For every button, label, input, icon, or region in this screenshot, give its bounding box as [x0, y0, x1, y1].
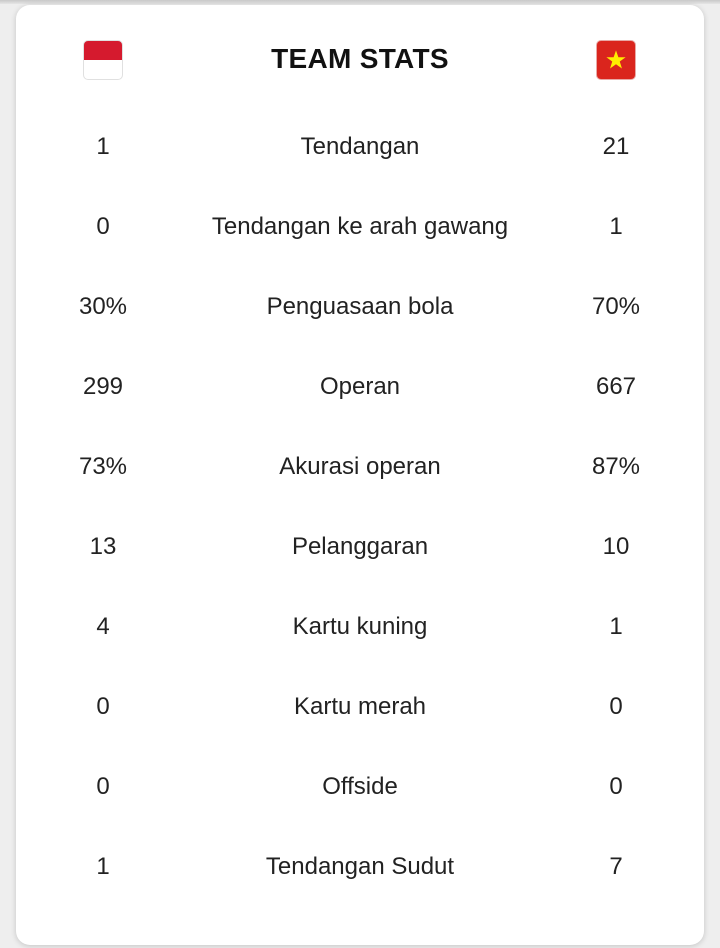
away-value: 0 — [609, 693, 623, 720]
team-stats-header — [16, 5, 704, 115]
stat-row-yellow-cards — [16, 607, 704, 687]
stat-row-passes — [16, 367, 704, 447]
stats-table — [16, 127, 704, 927]
stat-row-fouls — [16, 527, 704, 607]
home-value: 0 — [96, 693, 110, 720]
away-value: 70% — [591, 293, 641, 320]
team-stats-card — [16, 5, 704, 945]
top-shadow-divider — [0, 0, 720, 4]
away-value: 0 — [609, 773, 623, 800]
stat-label: Penguasaan bola — [266, 293, 454, 320]
stat-label: Akurasi operan — [279, 453, 441, 480]
home-value: 30% — [78, 293, 128, 320]
home-value: 0 — [96, 213, 110, 240]
stat-label: Pelanggaran — [291, 533, 429, 560]
home-value: 0 — [96, 773, 110, 800]
away-value: 667 — [595, 373, 637, 400]
home-value: 299 — [82, 373, 124, 400]
away-value: 87% — [591, 453, 641, 480]
home-value: 4 — [96, 613, 110, 640]
home-value: 1 — [96, 133, 110, 160]
stat-label: Kartu merah — [293, 693, 427, 720]
stat-row-shots-on-target — [16, 207, 704, 287]
stat-label: Tendangan Sudut — [265, 853, 455, 880]
stat-label: Offside — [322, 773, 398, 800]
stat-row-red-cards — [16, 687, 704, 767]
stat-row-corners — [16, 847, 704, 927]
away-value: 21 — [602, 133, 630, 160]
away-value: 10 — [602, 533, 630, 560]
home-value: 13 — [89, 533, 117, 560]
stat-label: Tendangan — [300, 133, 420, 160]
stat-label: Tendangan ke arah gawang — [211, 213, 509, 240]
stat-label: Kartu kuning — [292, 613, 428, 640]
away-value: 1 — [609, 213, 623, 240]
stat-row-shots — [16, 127, 704, 207]
vietnam-flag-icon — [596, 40, 636, 80]
star-icon — [605, 49, 627, 71]
stat-row-offside — [16, 767, 704, 847]
home-value: 1 — [96, 853, 110, 880]
away-value: 1 — [609, 613, 623, 640]
away-value: 7 — [609, 853, 623, 880]
stat-row-possession — [16, 287, 704, 367]
stat-row-pass-accuracy — [16, 447, 704, 527]
page-title: TEAM STATS — [271, 43, 449, 74]
stat-label: Operan — [319, 373, 401, 400]
home-value: 73% — [78, 453, 128, 480]
